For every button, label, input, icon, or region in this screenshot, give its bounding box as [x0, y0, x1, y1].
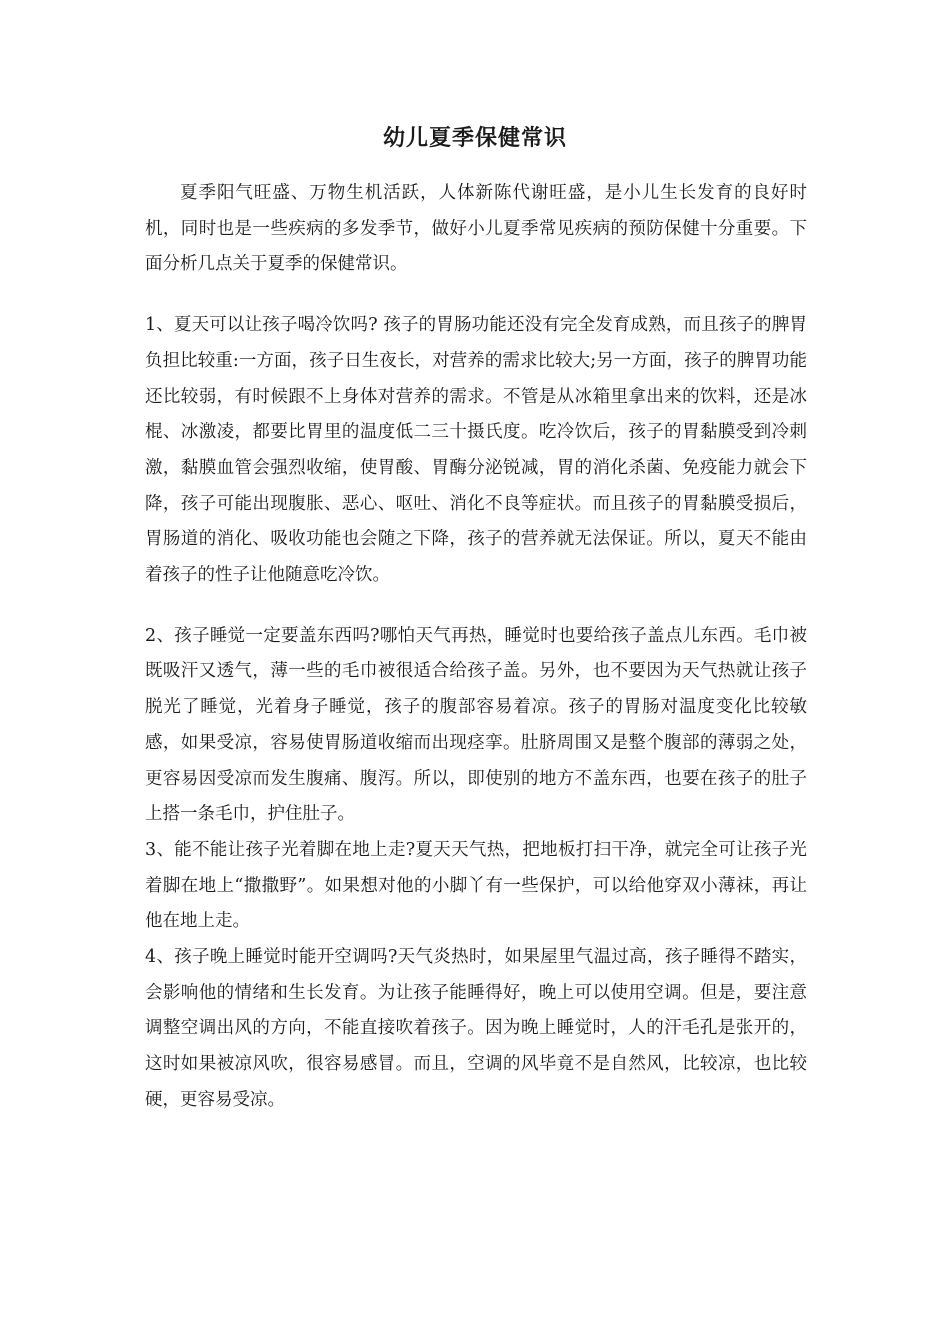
paragraph-gap — [145, 283, 807, 308]
section-paragraph-2: 2、孩子睡觉一定要盖东西吗?哪怕天气再热，睡觉时也要给孩子盖点儿东西。毛巾被既吸汗又透气，薄一些的毛巾被很适合给孩子盖。另外，也不要因为天气热就让孩子脱光了睡觉，光着身子睡觉，孩子的腹部容易着凉。孩子的胃肠对温度变化比较敏感，如果受凉，容易使胃肠道收缩而出现痉挛。肚脐周围又是整个腹部的薄弱之处，更容易因受凉而发生腹痛、腹泻。所以，即使别的地方不盖东西，也要在孩子的肚子上搭一条毛巾，护住肚子。 — [145, 625, 807, 825]
document-title: 幼儿夏季保健常识 — [382, 125, 567, 151]
intro-paragraph: 夏季阳气旺盛、万物生机活跃，人体新陈代谢旺盛，是小儿生长发育的良好时机，同时也是一些疾病的多发季节，做好小儿夏季常见疾病的预防保健十分重要。下面分析几点关于夏季的保健常识。 — [145, 183, 807, 275]
document-body — [145, 176, 807, 1119]
paragraph-gap — [145, 594, 807, 619]
section-paragraph-1: 1、夏天可以让孩子喝冷饮吗? 孩子的胃肠功能还没有完全发育成熟，而且孩子的脾胃负担比较重:一方面，孩子日生夜长，对营养的需求比较大;另一方面，孩子的脾胃功能还比较弱，有时候跟不上身体对营养的需求。不管是从冰箱里拿出来的饮料，还是冰棍、冰激凌，都要比胃里的温度低二三十摄氏度。吃冷饮后，孩子的胃黏膜受到冷刺激，黏膜血管会强烈收缩，使胃酸、胃酶分泌锐减，胃的消化杀菌、免疫能力就会下降，孩子可能出现腹胀、恶心、呕吐、消化不良等症状。而且孩子的胃黏膜受损后，胃肠道的消化、吸收功能也会随之下降，孩子的营养就无法保证。所以，夏天不能由着孩子的性子让他随意吃冷饮。 — [145, 315, 807, 586]
section-paragraph-4: 4、孩子晚上睡觉时能开空调吗?天气炎热时，如果屋里气温过高，孩子睡得不踏实，会影响他的情绪和生长发育。为让孩子能睡得好，晚上可以使用空调。但是，要注意调整空调出风的方向，不能直接吹着孩子。因为晚上睡觉时，人的汗毛孔是张开的，这时如果被凉风吹，很容易感冒。而且，空调的风毕竟不是自然风，比较凉，也比较硬，更容易受凉。 — [145, 947, 807, 1110]
section-paragraph-3: 3、能不能让孩子光着脚在地上走?夏天天气热，把地板打扫干净，就完全可让孩子光着脚在地上“撒撒野”。如果想对他的小脚丫有一些保护，可以给他穿双小薄袜，再让他在地上走。 — [145, 839, 807, 932]
